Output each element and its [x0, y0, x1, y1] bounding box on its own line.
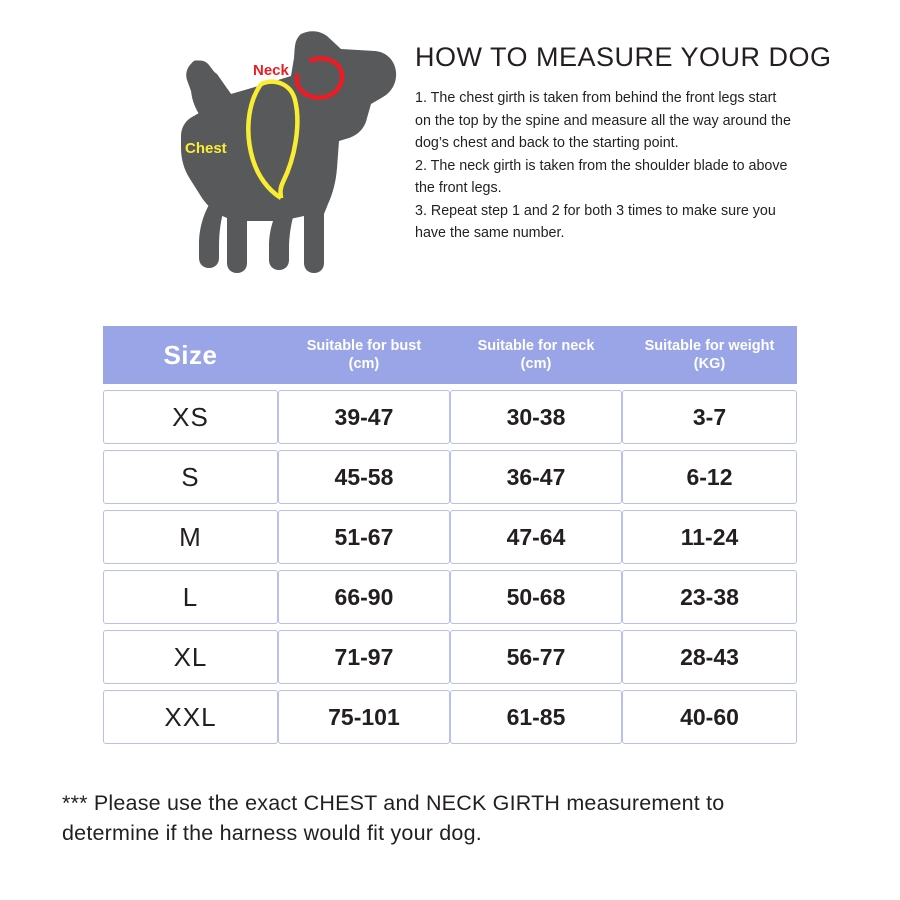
- column-header-bust-label: Suitable for bust: [306, 338, 422, 354]
- table-row: [103, 450, 797, 504]
- cell-bust: 66-90: [278, 570, 450, 624]
- cell-neck: 50-68: [450, 570, 622, 624]
- table-row: [103, 390, 797, 444]
- footer-note-line-2: determine if the harness would fit your dog.: [62, 821, 482, 845]
- cell-weight: 40-60: [622, 690, 797, 744]
- cell-weight: 11-24: [622, 510, 797, 564]
- instruction-line: have the same number.: [415, 225, 565, 241]
- cell-bust: 45-58: [278, 450, 450, 504]
- cell-size: M: [103, 510, 278, 564]
- cell-size: S: [103, 450, 278, 504]
- size-table: [103, 320, 797, 750]
- chest-label: Chest: [185, 140, 227, 157]
- cell-weight: 6-12: [622, 450, 797, 504]
- table-row: [103, 690, 797, 744]
- table-row: [103, 630, 797, 684]
- cell-weight: 23-38: [622, 570, 797, 624]
- instruction-line: 3. Repeat step 1 and 2 for both 3 times to make sure you: [415, 202, 776, 219]
- cell-bust: 39-47: [278, 390, 450, 444]
- instruction-line: 1. The chest girth is taken from behind the front legs start: [415, 90, 777, 106]
- cell-weight: 3-7: [622, 390, 797, 444]
- column-header-weight-unit: (KG): [693, 356, 726, 372]
- column-header-bust-unit: (cm): [348, 356, 380, 372]
- instruction-line: the front legs.: [415, 180, 502, 196]
- column-header-weight-label: Suitable for weight: [644, 338, 775, 354]
- instructions-block: [415, 42, 875, 245]
- cell-size: XL: [103, 630, 278, 684]
- cell-bust: 51-67: [278, 510, 450, 564]
- cell-neck: 47-64: [450, 510, 622, 564]
- cell-size: L: [103, 570, 278, 624]
- neck-label: Neck: [253, 62, 289, 79]
- instruction-line: on the top by the spine and measure all the way around the: [415, 112, 791, 129]
- top-section: [0, 0, 900, 300]
- cell-size: XS: [103, 390, 278, 444]
- column-header-neck: [450, 326, 622, 384]
- column-header-size-label: Size: [163, 340, 218, 370]
- column-header-bust: [278, 326, 450, 384]
- column-header-neck-label: Suitable for neck: [477, 338, 595, 354]
- dog-illustration: [95, 18, 405, 288]
- cell-bust: 75-101: [278, 690, 450, 744]
- table-row: [103, 570, 797, 624]
- column-header-weight: [622, 326, 797, 384]
- table-body: [103, 390, 797, 744]
- cell-neck: 56-77: [450, 630, 622, 684]
- cell-size: XXL: [103, 690, 278, 744]
- footer-note-line-1: *** Please use the exact CHEST and NECK GIRTH measurement to: [62, 791, 725, 815]
- cell-neck: 61-85: [450, 690, 622, 744]
- column-header-neck-unit: (cm): [520, 356, 552, 372]
- cell-weight: 28-43: [622, 630, 797, 684]
- table-header: [103, 326, 797, 384]
- instruction-line: 2. The neck girth is taken from the shoulder blade to above: [415, 157, 788, 174]
- cell-neck: 30-38: [450, 390, 622, 444]
- table-row: [103, 510, 797, 564]
- column-header-size: [103, 326, 278, 384]
- cell-neck: 36-47: [450, 450, 622, 504]
- instruction-line: dog’s chest and back to the starting point.: [415, 135, 679, 151]
- footer-note: [62, 788, 862, 848]
- table-header-row: [103, 326, 797, 384]
- cell-bust: 71-97: [278, 630, 450, 684]
- howto-title: HOW TO MEASURE YOUR DOG: [415, 42, 832, 72]
